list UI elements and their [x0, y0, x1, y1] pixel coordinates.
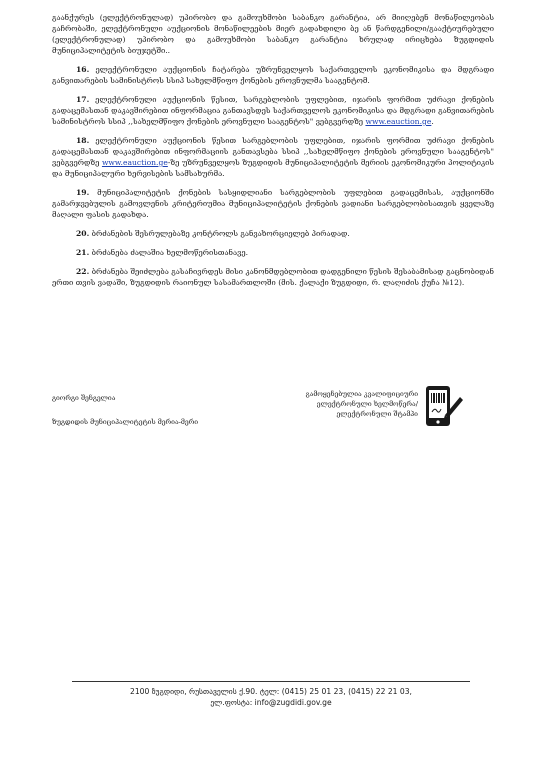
paragraph-number: 20. — [76, 229, 90, 238]
paragraph-text: ელექტრონული აუქციონის წესით სარგებლობის უფლებით, იჯარის ფორმით უძრავი ქონების გადაცემასთან დაკავშირებით ინფორმაციის განთავსება სსიპ ,,სახელმწიფო ქონების ეროვნული სააგენტოს" ვებგვერდზე — [52, 136, 494, 167]
paragraph — [52, 94, 494, 127]
paragraph — [52, 64, 494, 86]
document-body — [52, 12, 494, 296]
paragraph — [52, 266, 494, 288]
footer-divider — [72, 681, 470, 682]
stamp-line: ელექტრონული შტამპი — [336, 410, 418, 418]
paragraph-text: მუნიციპალიტეტის ქონების სასყიდლიანი სარგებლობის უფლებით გადაცემისას, აუქციონში გამარჯვებულის გამოვლენის კრიტერიუმია მუნიციპალიტეტის ქონების ვადიანი სარგებლობისათვის ყველაზე მაღალი ფასის გადახდა. — [52, 188, 494, 219]
paragraph — [52, 247, 494, 258]
paragraph-text: . — [431, 117, 434, 126]
signer-title: ზუგდიდის მუნიციპალიტეტის მერია-მერი — [52, 418, 199, 426]
paragraph-number: 19. — [76, 188, 90, 197]
paragraph-text: -ზე უზრუნველყოს ზუგდიდის მუნიციპალიტეტის მერიის ეკონომიკური პოლიტიკის და მუნიციპალური ხერვისების სამსახურმა. — [52, 158, 495, 178]
footer-address: 2100 ზუგდიდი, რუსთაველის ქ.90. ტელ: (0415) 25 01 23, (0415) 22 21 03, — [130, 687, 412, 696]
paragraph-text: ელექტრონული აუქციონის წესით, სარგებლობის უფლებით, იჯარის ფორმით უძრავი ქონების გადაცემასთან დაკავშირებით ინფორმაცია განთავსდეს საქართველოს ეკონომიკისა და მდგრადი განვითარების სამინისტროს სსიპ ,,სახელმწიფო ქონების ეროვნული სააგენტოს" ვებგვერდზე — [52, 95, 494, 126]
paragraph-number: 21. — [76, 248, 90, 257]
stamp-line: გამოყენებულია კვალიფიციური — [305, 390, 418, 398]
signer-name: გიორგი შენგელია — [52, 394, 116, 402]
footer-email: ელ.ფოსტა: info@zugdidi.gov.ge — [210, 698, 332, 707]
paragraph-number: 18. — [76, 136, 90, 145]
eauction-link[interactable]: www.eauction.ge — [365, 117, 432, 126]
electronic-signature-note — [288, 389, 418, 419]
paragraph-text: ბრძანების შესრულებაზე კონტროლს განვახორციელებ პირადად. — [91, 229, 350, 238]
paragraph-number: 22. — [76, 267, 90, 276]
paragraph — [52, 12, 494, 56]
paragraph — [52, 187, 494, 220]
page-footer — [60, 686, 482, 708]
paragraph-text: ბრძანება ძალაშია ხელმოწერისთანავე. — [91, 248, 249, 257]
stamp-line: ელექტრონული ხელმოწერა/ — [316, 400, 418, 408]
e-signature-phone-icon — [424, 385, 464, 427]
paragraph-text: გაანქურეს (ელექტრონულად) უპირობო და გამოუხმობი საბანკო გარანტია, არ მიიღებენ მონაწილეობას გაჩრობაში, ელექტრონული აუქციონის მონაწილეების მიერ გადახდილი ბე ან წარდგენილი/გააქტიურებული (ელექტრონულად) უპირობო და გამოუხმობი საბანკო გარანტია ხრულად ირიცხება ზუგდიდის მუნიციპალიტეტის ბიუჯეტში.. — [52, 13, 494, 55]
paragraph — [52, 135, 494, 179]
paragraph-text: ბრძანება შეიძლება გასაჩივრდეს მისი კანონმდებლობით დადგენილი წესის შესაბამისად გაცნობიდან ერთი თვის ვადაში, ზუგდიდის რაიონულ სასამართლოში (მის. ქალაქი ზუგდიდი, რ. ლაღიძის ქუჩა №12). — [52, 267, 494, 287]
paragraph-number: 17. — [76, 95, 90, 104]
paragraph — [52, 228, 494, 239]
signature-block — [52, 385, 494, 465]
paragraph-text: ელექტრონული აუქციონის ჩატარება უზრუნველყოს საქართველოს ეკონომიკისა და მდგრადი განვითარების სამინისტროს სსიპ სახელმწიფო ქონების ეროვნულმა სააგენტომ. — [52, 65, 494, 85]
paragraph-number: 16. — [76, 65, 90, 74]
eauction-link[interactable]: www.eauction.ge — [101, 158, 168, 167]
